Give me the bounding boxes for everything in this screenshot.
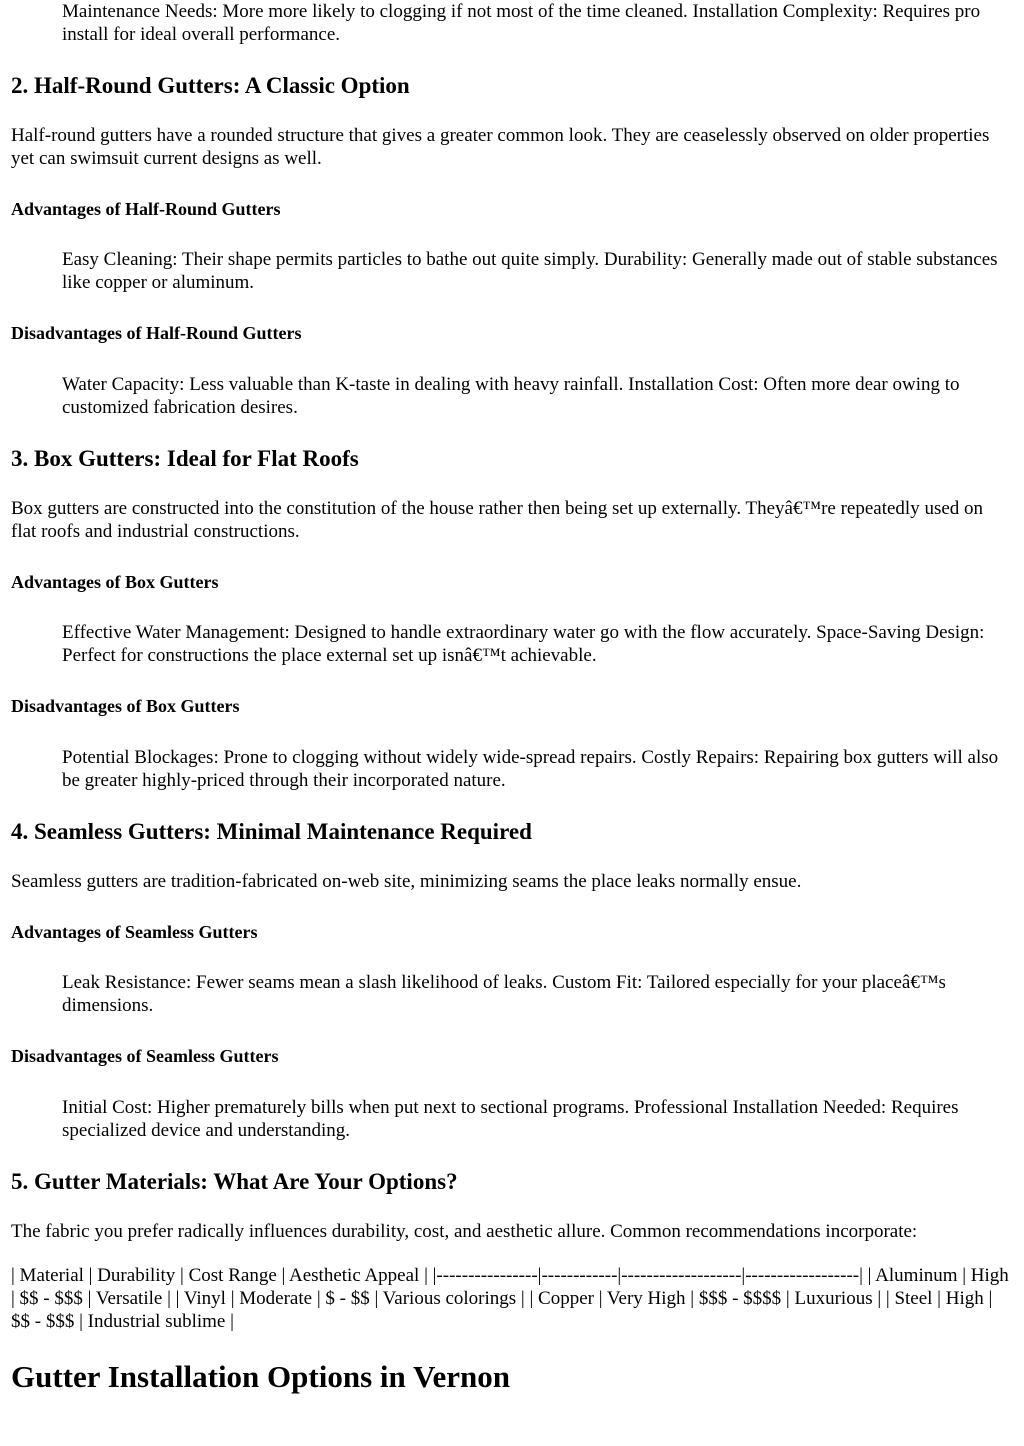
section-heading-box: 3. Box Gutters: Ideal for Flat Roofs	[11, 446, 359, 471]
advantages-text-seamless: Leak Resistance: Fewer seams mean a slash likelihood of leaks. Custom Fit: Tailored especially for your placeâ€™s dimensions.	[62, 972, 946, 1016]
section-paragraph-half-round: Half-round gutters have a rounded structure that gives a greater common look. They are ceaselessly observed on older properties yet can swimsuit current designs as well.	[11, 125, 990, 169]
section-paragraph-materials: The fabric you prefer radically influences durability, cost, and aesthetic allure. Common recommendations incorporate:	[11, 1221, 918, 1242]
advantages-text-box: Effective Water Management: Designed to handle extraordinary water go with the flow accurately. Space-Saving Design: Perfect for constructions the place external set up isnâ€™t achievable.	[62, 622, 985, 666]
disadvantages-heading-box: Disadvantages of Box Gutters	[11, 696, 240, 716]
materials-table-text: | Material | Durability | Cost Range | Aesthetic Appeal | |----------------|------------|-------------------|------------------| | Aluminum | High | $$ - $$$ | Versatile | | Vinyl | Moderate | $ - $$ | Various colorings | | Copper | Very High | $$$ - $$$$ | Luxurious | | Steel | High | $$ - $$$ | Industrial sublime |	[11, 1265, 1009, 1332]
advantages-text-half-round: Easy Cleaning: Their shape permits particles to bathe out quite simply. Durability: Generally made out of stable substances like copper or aluminum.	[62, 249, 998, 293]
disadvantages-text-seamless: Initial Cost: Higher prematurely bills when put next to sectional programs. Professional Installation Needed: Requires specialized device and understanding.	[62, 1097, 959, 1141]
advantages-heading-box: Advantages of Box Gutters	[11, 572, 219, 592]
final-heading: Gutter Installation Options in Vernon	[11, 1359, 510, 1394]
disadvantages-text-box: Potential Blockages: Prone to clogging without widely wide-spread repairs. Costly Repairs: Repairing box gutters will also be greater highly-priced through their incorporated nature.	[62, 747, 999, 791]
disadvantages-text-half-round: Water Capacity: Less valuable than K-taste in dealing with heavy rainfall. Installation Cost: Often more dear owing to customized fabrication desires.	[62, 374, 960, 418]
section-heading-seamless: 4. Seamless Gutters: Minimal Maintenance Required	[11, 819, 532, 844]
disadvantages-heading-seamless: Disadvantages of Seamless Gutters	[11, 1046, 279, 1066]
section-paragraph-seamless: Seamless gutters are tradition-fabricated on-web site, minimizing seams the place leaks normally ensue.	[11, 871, 802, 892]
advantages-heading-seamless: Advantages of Seamless Gutters	[11, 922, 258, 942]
advantages-heading-half-round: Advantages of Half-Round Gutters	[11, 199, 281, 219]
section-paragraph-box: Box gutters are constructed into the constitution of the house rather then being set up externally. Theyâ€™re repeatedly used on flat roofs and industrial constructions.	[11, 498, 984, 542]
section-heading-materials: 5. Gutter Materials: What Are Your Options?	[11, 1169, 458, 1194]
disadvantages-heading-half-round: Disadvantages of Half-Round Gutters	[11, 323, 302, 343]
section-heading-half-round: 2. Half-Round Gutters: A Classic Option	[11, 73, 410, 98]
maintenance-quote: Maintenance Needs: More more likely to clogging if not most of the time cleaned. Installation Complexity: Requires pro install for ideal overall performance.	[62, 1, 981, 45]
